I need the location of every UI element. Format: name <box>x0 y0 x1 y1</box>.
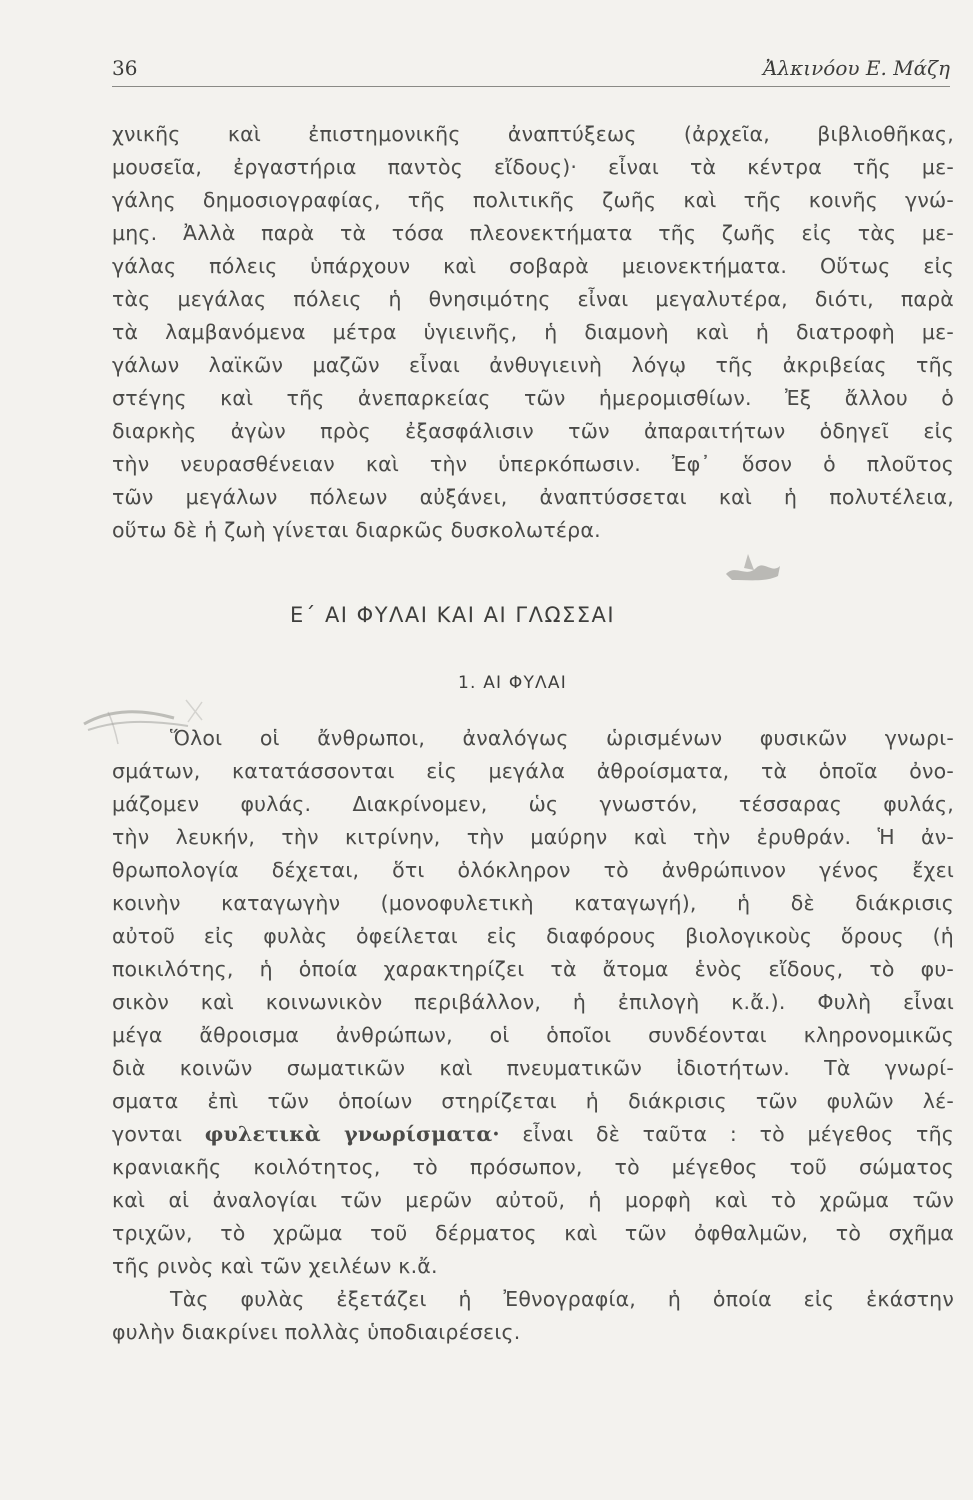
text-line: σικὸν καὶ κοινωνικὸν περιβάλλον, ἡ ἐπιλογὴ κ.ἄ.). Φυλὴ εἶναι <box>112 990 954 1014</box>
text-line: τὰς μεγάλας πόλεις ἡ θνησιμότης εἶναι μεγαλυτέρα, διότι, παρὰ <box>112 287 954 311</box>
paragraph-cities <box>112 118 954 547</box>
text-line: ποικιλότης, ἡ ὁποία χαρακτηρίζει τὰ ἄτομα ἑνὸς εἴδους, τὸ φυ- <box>112 957 954 981</box>
text-line: γάλων λαϊκῶν μαζῶν εἶναι ἀνθυγιεινὴ λόγῳ τῆς ἀκριβείας τῆς <box>112 353 954 377</box>
text-line: τριχῶν, τὸ χρῶμα τοῦ δέρματος καὶ τῶν ὀφθαλμῶν, τὸ σχῆμα <box>112 1221 954 1245</box>
line-text-after: εἶναι δὲ ταῦτα : τὸ μέγεθος τῆς <box>522 1122 955 1146</box>
bold-term: φυλετικὰ γνωρίσματα· <box>204 1122 500 1146</box>
text-line: διαρκὴς ἀγὼν πρὸς ἐξασφάλισιν τῶν ἀπαραιτήτων ὁδηγεῖ εἰς <box>112 419 954 443</box>
text-line: μέγα ἄθροισμα ἀνθρώπων, οἱ ὁποῖοι συνδέονται κληρονομικῶς <box>112 1023 954 1047</box>
section-heading: Ε΄ ΑΙ ΦΥΛΑΙ ΚΑΙ ΑΙ ΓΛΩΣΣΑΙ <box>290 603 616 627</box>
text-line: Τὰς φυλὰς ἐξετάζει ἡ Ἐθνογραφία, ἡ ὁποία εἰς ἑκάστην <box>170 1287 954 1311</box>
text-line: τῆς ρινὸς καὶ τῶν χειλέων κ.ἄ. <box>112 1254 438 1278</box>
text-line-with-term <box>112 1118 954 1151</box>
text-line: φυλὴν διακρίνει πολλὰς ὑποδιαιρέσεις. <box>112 1320 521 1344</box>
running-title: Ἀλκινόου Ε. Μάζη <box>763 56 950 80</box>
text-line: τὴν νευρασθένειαν καὶ τὴν ὑπερκόπωσιν. Ἐφ᾽ ὅσον ὁ πλοῦτος <box>112 452 954 476</box>
text-line: χνικῆς καὶ ἐπιστημονικῆς ἀναπτύξεως (ἀρχεῖα, βιβλιοθῆκας, <box>112 122 954 146</box>
text-line: σμάτων, κατατάσσονται εἰς μεγάλα ἀθροίσματα, τὰ ὁποῖα ὀνο- <box>112 759 954 783</box>
text-line: μουσεῖα, ἐργαστήρια παντὸς εἴδους)· εἶναι τὰ κέντρα τῆς με- <box>112 155 954 179</box>
text-line: θρωπολογία δέχεται, ὅτι ὁλόκληρον τὸ ἀνθρώπινον γένος ἔχει <box>112 858 954 882</box>
text-line: γάλας πόλεις ὑπάρχουν καὶ σοβαρὰ μειονεκτήματα. Οὕτως εἰς <box>112 254 954 278</box>
text-line: τῶν μεγάλων πόλεων αὐξάνει, ἀναπτύσσεται καὶ ἡ πολυτέλεια, <box>112 485 954 509</box>
text-line: διὰ κοινῶν σωματικῶν καὶ πνευματικῶν ἰδιοτήτων. Τὰ γνωρί- <box>112 1056 954 1080</box>
text-line: κρανιακῆς κοιλότητος, τὸ πρόσωπον, τὸ μέγεθος τοῦ σώματος <box>112 1155 954 1179</box>
text-line: γάλης δημοσιογραφίας, τῆς πολιτικῆς ζωῆς καὶ τῆς κοινῆς γνώ- <box>112 188 954 212</box>
text-line: σματα ἐπὶ τῶν ὁποίων στηρίζεται ἡ διάκρισις τῶν φυλῶν λέ- <box>112 1089 954 1113</box>
paragraph-races <box>112 722 954 1349</box>
line-text-before: γονται <box>112 1122 183 1146</box>
ink-smudge-icon <box>722 548 782 584</box>
text-line: αὐτοῦ εἰς φυλὰς ὀφείλεται εἰς διαφόρους βιολογικοὺς ὅρους (ἡ <box>112 924 954 948</box>
text-line: μάζομεν φυλάς. Διακρίνομεν, ὡς γνωστόν, τέσσαρας φυλάς, <box>112 792 954 816</box>
page-number: 36 <box>112 56 138 80</box>
text-line: μης. Ἀλλὰ παρὰ τὰ τόσα πλεονεκτήματα τῆς ζωῆς εἰς τὰς με- <box>112 221 954 245</box>
text-line: Ὅλοι οἱ ἄνθρωποι, ἀναλόγως ὡρισμένων φυσικῶν γνωρι- <box>170 726 954 750</box>
running-head <box>112 56 950 87</box>
text-line: οὕτω δὲ ἡ ζωὴ γίνεται διαρκῶς δυσκολωτέρα. <box>112 518 601 542</box>
text-line: τὰ λαμβανόμενα μέτρα ὑγιεινῆς, ἡ διαμονὴ καὶ ἡ διατροφὴ με- <box>112 320 954 344</box>
text-line: τὴν λευκήν, τὴν κιτρίνην, τὴν μαύρην καὶ τὴν ἐρυθράν. Ἡ ἀν- <box>112 825 954 849</box>
text-line: στέγης καὶ τῆς ἀνεπαρκείας τῶν ἡμερομισθίων. Ἐξ ἄλλου ὁ <box>112 386 954 410</box>
text-line: κοινὴν καταγωγὴν (μονοφυλετικὴ καταγωγή), ἡ δὲ διάκρισις <box>112 891 954 915</box>
sub-heading: 1. ΑΙ ΦΥΛΑΙ <box>458 673 567 693</box>
text-line: καὶ αἱ ἀναλογίαι τῶν μερῶν αὐτοῦ, ἡ μορφὴ καὶ τὸ χρῶμα τῶν <box>112 1188 954 1212</box>
